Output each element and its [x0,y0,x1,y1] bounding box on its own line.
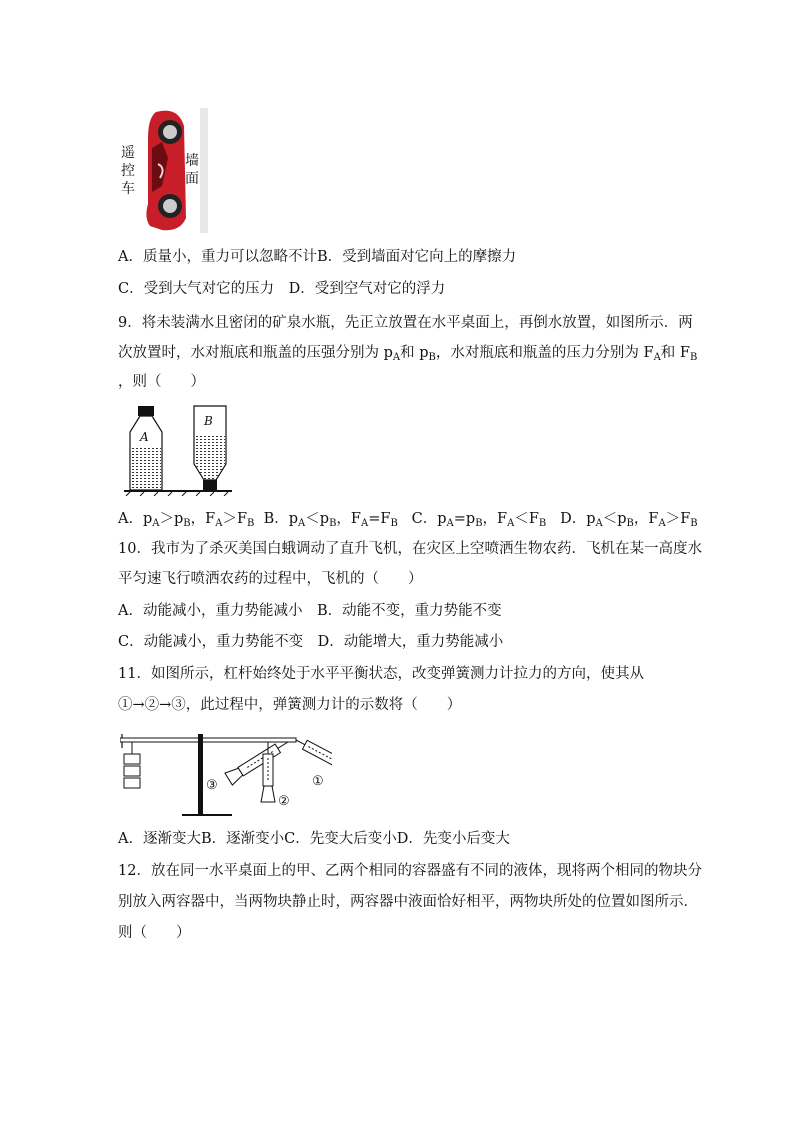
scale-mark-3: ③ [206,778,218,793]
q9-options [118,509,698,534]
bottle-b-label: B [204,414,213,428]
q12-stem-line1: 12．放在同一水平桌面上的甲、乙两个相同的容器盛有不同的液体，现将两个相同的物块分 [118,863,702,879]
q8-options-row1 [118,247,516,267]
q11-option-b: B．逐渐变小 [200,831,285,847]
car-label: 遥控车 [121,145,135,197]
q11-stem-line2: ①→②→③，此过程中，弹簧测力计的示数将（ ） [118,697,462,713]
q8-option-b: B．受到墙面对它向上的摩擦力 [316,249,517,265]
q12-stem-line3: 则（ ） [118,925,191,941]
q11-option-c: C．先变大后变小 [284,831,397,847]
q9-stem-line3: ，则（ ） [118,374,205,390]
q10-stem-line1: 10．我市为了杀灭美国白蛾调动了直升飞机，在灾区上空喷洒生物农药．飞机在某一高度水 [118,541,702,557]
lever-illustration [120,728,332,816]
remote-car-figure [118,108,208,233]
q11-option-d: D．先变小后变大 [396,831,510,847]
q10-stem-line2: 平匀速飞行喷洒农药的过程中，飞机的（ ） [118,571,423,587]
q9-option-c: C．$p_A=p_B$，$F_A<F_B$ [411,511,547,529]
q10-option-c: C．动能减小，重力势能不变 [118,634,304,650]
scale-mark-1: ① [312,774,324,789]
wall-label: 墙面 [185,153,199,187]
q8-options-row2 [118,279,445,299]
q8-option-c: C．受到大气对它的压力 [118,281,275,297]
q8-option-d: D．受到空气对它的浮力 [288,281,446,297]
q10-options-row2 [118,632,503,652]
q11-options [118,829,510,849]
q9-stem-line2: 次放置时，水对瓶底和瓶盖的压强分别为 $p_A$和 $p_B$，水对瓶底和瓶盖的压力分别为 $F_A$和 $F_B$ [118,345,698,363]
q11-option-a: A．逐渐变大 [118,831,201,847]
lever-figure [120,728,332,816]
bottles-illustration [124,402,232,496]
bottle-a-label: A [140,430,149,444]
q10-option-d: D．动能增大，重力势能减小 [317,634,504,650]
q9-stem-line1: 9．将未装满水且密闭的矿泉水瓶，先正立放置在水平桌面上，再倒水放置，如图所示．两 [118,315,693,331]
bottles-figure [124,402,232,496]
q10-options-row1 [118,601,502,621]
q12-stem-line2: 别放入两容器中，当两物块静止时，两容器中液面恰好相平，两物块所处的位置如图所示． [118,894,698,910]
q8-option-a: A．质量小，重力可以忽略不计 [118,249,317,265]
q10-option-a: A．动能减小，重力势能减小 [118,603,303,619]
q9-option-a: A．$p_A>p_B$，$F_A>F_B$ [118,511,255,529]
q10-option-b: B．动能不变，重力势能不变 [316,603,502,619]
scale-mark-2: ② [278,794,290,809]
q11-stem-line1: 11．如图所示，杠杆始终处于水平平衡状态，改变弹簧测力计拉力的方向，使其从 [118,666,644,682]
q9-option-d: D．$p_A<p_B$，$F_A>F_B$ [560,511,698,529]
q9-option-b: B．$p_A<p_B$，$F_A=F_B$ [263,511,398,529]
